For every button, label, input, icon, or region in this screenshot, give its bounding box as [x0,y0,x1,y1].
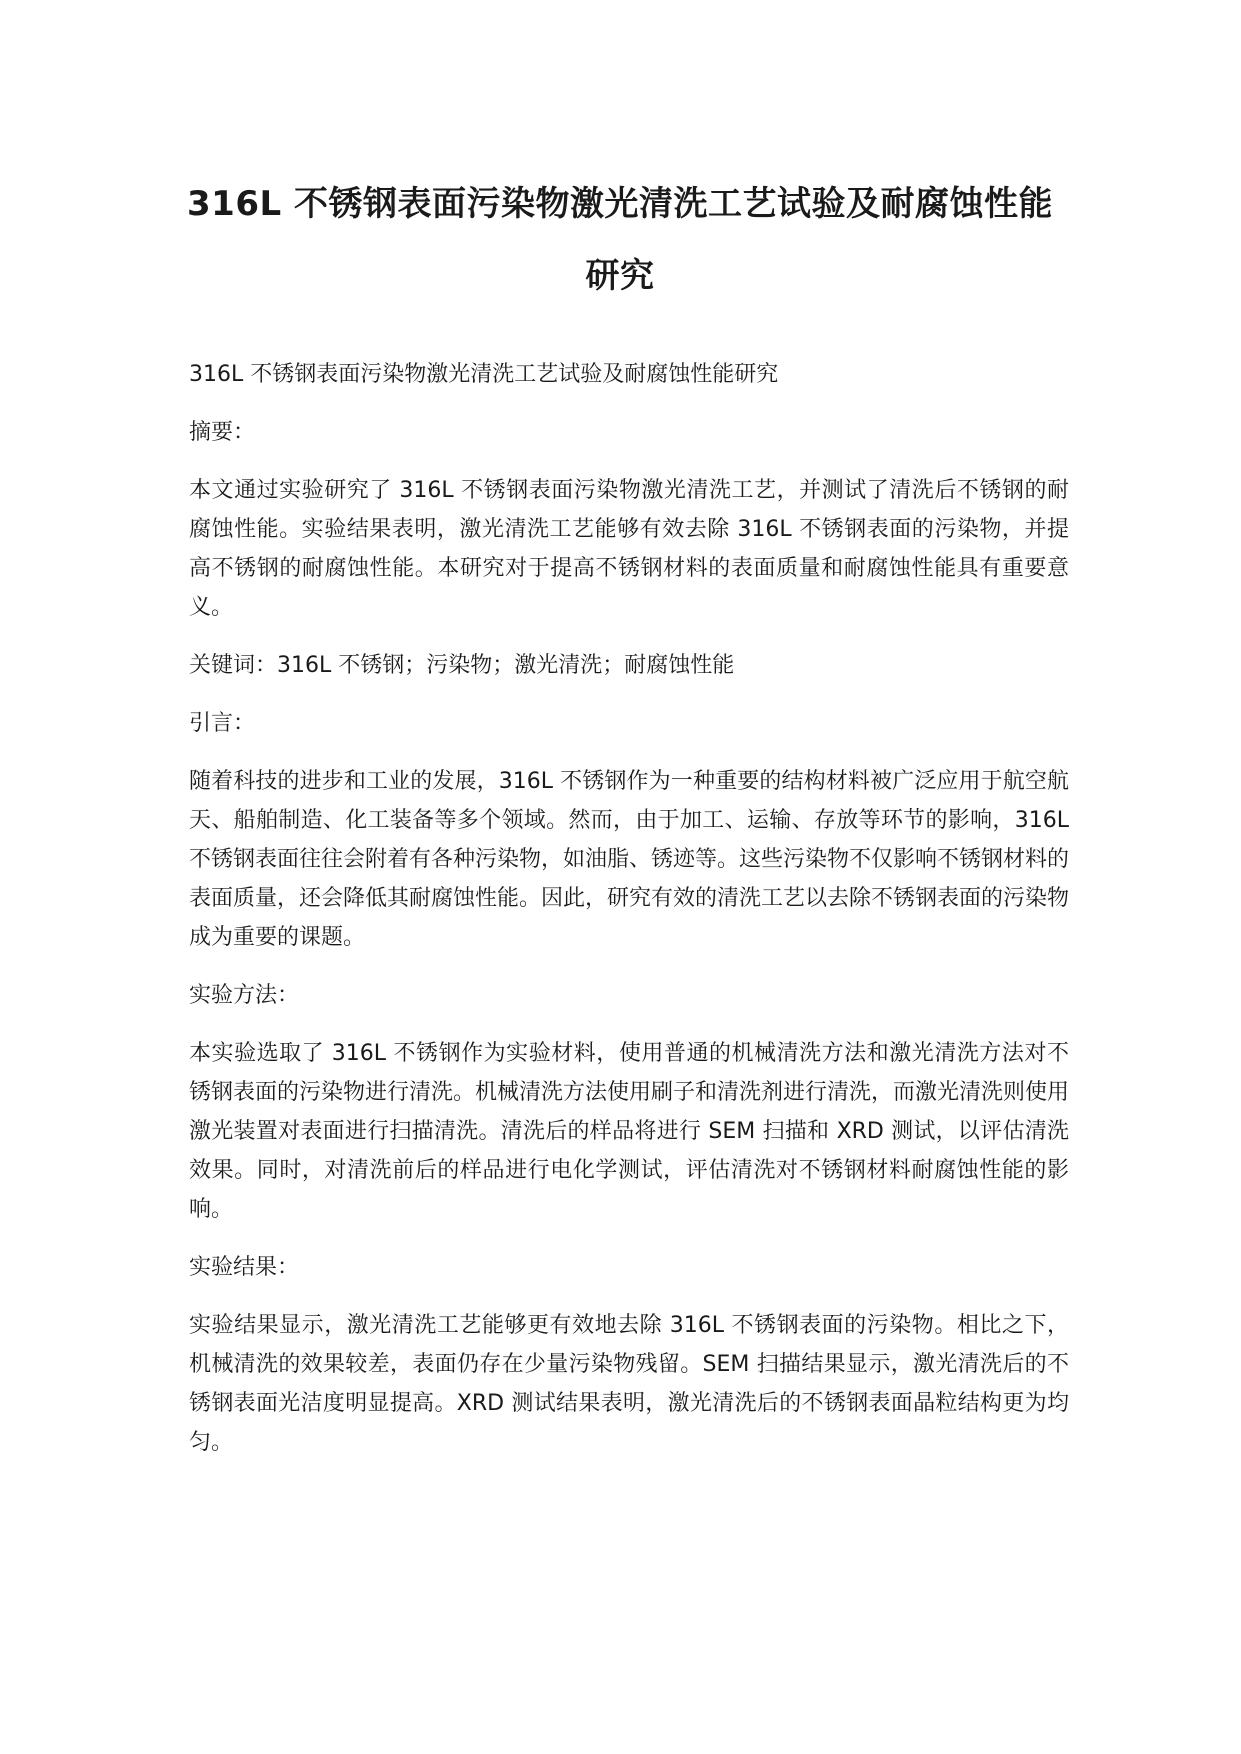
document-title: 316L 不锈钢表面污染物激光清洗工艺试验及耐腐蚀性能研究 [187,184,1053,296]
results-heading: 实验结果： [189,1255,300,1280]
keywords-line: 关键词：316L 不锈钢；污染物；激光清洗；耐腐蚀性能 [189,653,735,678]
abstract-paragraph: 本文通过实验研究了 316L 不锈钢表面污染物激光清洗工艺，并测试了清洗后不锈钢的耐腐蚀性能。实验结果表明，激光清洗工艺能够有效去除 316L 不锈钢表面的污染物，并提高不锈钢的耐腐蚀性能。本研究对于提高不锈钢材料的表面质量和耐腐蚀性能具有重要意义。 [189,478,1069,620]
methods-paragraph: 本实验选取了 316L 不锈钢作为实验材料，使用普通的机械清洗方法和激光清洗方法对不锈钢表面的污染物进行清洗。机械清洗方法使用刷子和清洗剂进行清洗，而激光清洗则使用激光装置对表面进行扫描清洗。清洗后的样品将进行 SEM 扫描和 XRD 测试，以评估清洗效果。同时，对清洗前后的样品进行电化学测试，评估清洗对不锈钢材料耐腐蚀性能的影响。 [189,1041,1070,1222]
results-paragraph: 实验结果显示，激光清洗工艺能够更有效地去除 316L 不锈钢表面的污染物。相比之下，机械清洗的效果较差，表面仍存在少量污染物残留。SEM 扫描结果显示，激光清洗后的不锈钢表面光洁度明显提高。XRD 测试结果表明，激光清洗后的不锈钢表面晶粒结构更为均匀。 [189,1313,1069,1455]
document-body [189,355,1069,1481]
abstract-heading: 摘要： [189,420,256,445]
introduction-heading: 引言： [189,711,256,736]
subtitle-line: 316L 不锈钢表面污染物激光清洗工艺试验及耐腐蚀性能研究 [189,362,779,387]
introduction-paragraph: 随着科技的进步和工业的发展，316L 不锈钢作为一种重要的结构材料被广泛应用于航空航天、船舶制造、化工装备等多个领域。然而，由于加工、运输、存放等环节的影响，316L 不锈钢表面往往会附着有各种污染物，如油脂、锈迹等。这些污染物不仅影响不锈钢材料的表面质量，还会降低其耐腐蚀性能。因此，研究有效的清洗工艺以去除不锈钢表面的污染物成为重要的课题。 [189,769,1070,950]
methods-heading: 实验方法： [189,983,300,1008]
